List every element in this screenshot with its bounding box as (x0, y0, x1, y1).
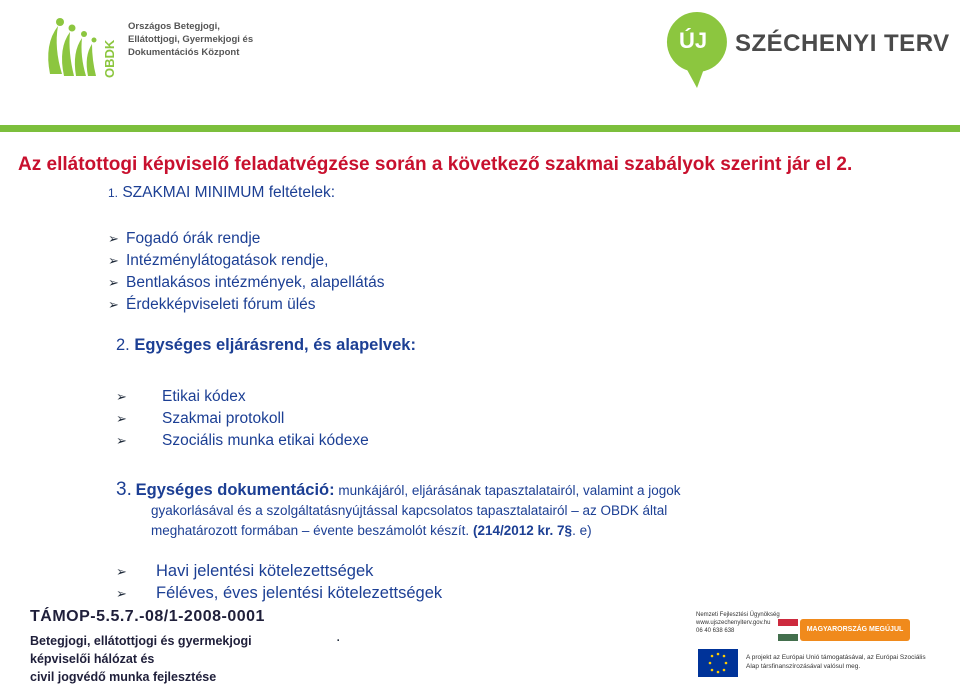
obdk-vertical-label (102, 18, 118, 82)
arrow-bullet-icon: ➢ (108, 297, 119, 312)
reporting-list (116, 560, 442, 604)
arrow-bullet-icon: ➢ (116, 411, 127, 426)
obdk-logo (40, 14, 270, 92)
section-2-title: 2. Egységes eljárásrend, és alapelvek: (116, 336, 416, 354)
list-item: ➢ Szociális munka etikai kódexe (116, 430, 369, 452)
eu-funding-banner (690, 605, 950, 695)
project-code: TÁMOP-5.5.7.-08/1-2008-0001 (30, 608, 265, 625)
arrow-bullet-icon: ➢ (108, 231, 119, 246)
eu-flag-icon (698, 649, 738, 677)
list-item: ➢ Féléves, éves jelentési kötelezettségek (116, 582, 442, 604)
szechenyi-terv-logo (665, 10, 950, 90)
obdk-org-name: Országos Betegjogi, Ellátottjogi, Gyermekjogi és Dokumentációs Központ (128, 21, 254, 58)
principles-list (116, 386, 369, 452)
project-description: Betegjogi, ellátottjogi és gyermekjogi képviselői hálózat és civil jogvédő munka fejlesztése (30, 634, 252, 684)
minimum-list (108, 228, 384, 316)
nfu-info: Nemzeti Fejlesztési Ügynökség www.ujszechenyiterv.gov.hu 06 40 638 638 (696, 612, 780, 634)
arrow-bullet-icon: ➢ (108, 253, 119, 268)
list-item: ➢ Havi jelentési kötelezettségek (116, 560, 442, 582)
arrow-bullet-icon: ➢ (116, 389, 127, 404)
arrow-bullet-icon: ➢ (116, 433, 127, 448)
list-item: ➢ Szakmai protokoll (116, 408, 369, 430)
list-item: ➢ Fogadó órák rendje (108, 228, 384, 250)
list-item: ➢ Bentlakásos intézmények, alapellátás (108, 272, 384, 294)
list-item: ➢ Intézménylátogatások rendje, (108, 250, 384, 272)
arrow-bullet-icon: ➢ (108, 275, 119, 290)
arrow-bullet-icon: ➢ (116, 586, 127, 601)
eu-funding-text: A projekt az Európai Unió támogatásával, az Európai Szociális Alap társfinanszírozásával valósul meg. (746, 654, 926, 670)
szechenyi-title: SZÉCHENYI TERV (735, 30, 950, 57)
section-1-title: 1. SZAKMAI MINIMUM feltételek: (108, 184, 336, 201)
page-heading: Az ellátottogi képviselő feladatvégzése során a következő szakmai szabályok szerint jár el 2. (18, 154, 853, 175)
section-3-text: 3. Egységes dokumentáció: munkájáról, eljárásának tapasztalatairól, valamint a jogok gyakorlásával és a szolgáltatásnyújtással kapcsolatos tapasztalatairól – az OBDK által meghatározott formában – évente beszámolót készít. (214/2012 kr. 7§. e) (116, 479, 681, 538)
hungary-renews-badge: MAGYARORSZÁG MEGÚJUL (800, 619, 910, 641)
szechenyi-badge: ÚJ (679, 28, 708, 53)
hungarian-flag-icon (778, 619, 798, 641)
arrow-bullet-icon: ➢ (116, 564, 127, 579)
stray-dot: . (336, 628, 341, 645)
header-divider (0, 125, 960, 132)
list-item: ➢ Etikai kódex (116, 386, 369, 408)
obdk-vertical-text: OBDK (102, 39, 117, 78)
list-item: ➢ Érdekképviseleti fórum ülés (108, 294, 384, 316)
